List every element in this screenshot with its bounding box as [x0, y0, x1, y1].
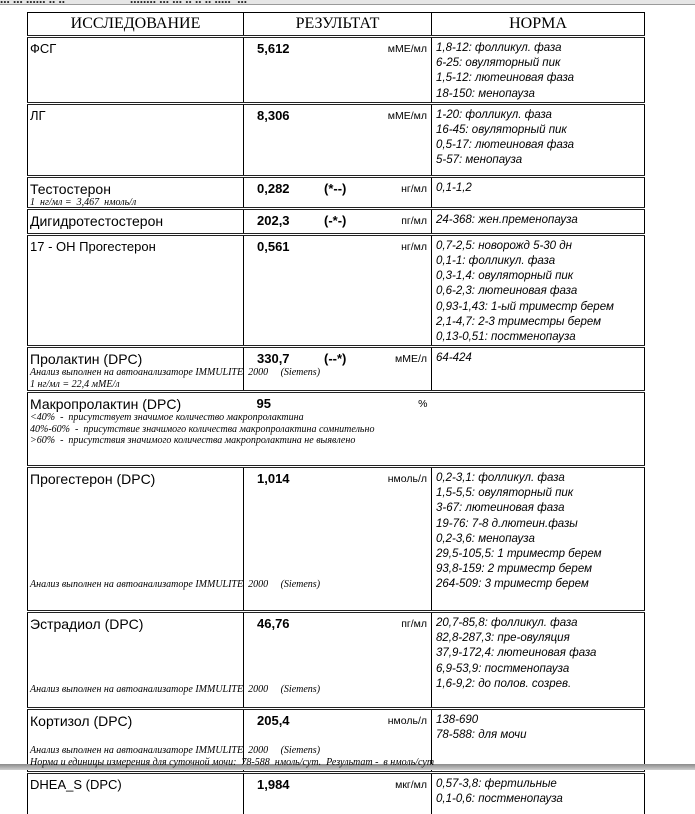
table-row: [28, 234, 645, 346]
result-value: 95: [257, 396, 271, 411]
result-value: 5,612: [257, 41, 290, 56]
result-flag: (*--): [324, 181, 346, 196]
norm-range: 16-45: овуляторный пик: [436, 123, 644, 138]
norm-range: 0,1-0,6: постменопауза: [436, 792, 644, 807]
analysis-note: >60% - присутствия значимого количества макропролактина не выявлено: [30, 435, 374, 447]
norm-range: 264-509: 3 триместр берем: [436, 577, 644, 592]
study-name: Тестостерон: [30, 181, 243, 197]
table-row: [28, 773, 645, 814]
norm-range: 0,1-1,2: [436, 181, 644, 196]
norm-cell: [432, 709, 645, 773]
result-flag: (--*): [324, 351, 346, 366]
norm-range: 138-690: [436, 713, 644, 728]
norm-range: 3-67: лютеиновая фаза: [436, 501, 644, 516]
norm-range: 6-25: овуляторный пик: [436, 56, 644, 71]
study-name-cell: [28, 208, 244, 234]
result-unit: мМЕ/л: [395, 353, 427, 365]
norm-range: 82,8-287,3: пре-овуляция: [436, 631, 644, 646]
result-cell: [244, 773, 432, 814]
table-row: [28, 612, 645, 709]
norm-range: 6,9-53,9: постменопауза: [436, 662, 644, 677]
norm-range: 2,1-4,7: 2-3 триместры берем: [436, 315, 644, 330]
analysis-note: 40%-60% - присутствие значимого количества макропролактина сомнительно: [30, 424, 374, 436]
analysis-note: Анализ выполнен на автоанализаторе IMMULITE 2000 (Siemens): [30, 367, 320, 379]
table-row: [28, 347, 645, 392]
header-norm: НОРМА: [432, 13, 645, 37]
norm-cell: [432, 347, 645, 392]
result-unit: нг/мл: [401, 183, 427, 195]
norm-range: 5-57: менопауза: [436, 153, 644, 168]
norm-range: 0,3-1,4: овуляторный пик: [436, 269, 644, 284]
table-row: [28, 103, 645, 176]
norm-cell: [432, 37, 645, 104]
norm-cell: [432, 208, 645, 234]
norm-range: 78-588: для мочи: [436, 728, 644, 743]
table-row: [28, 467, 645, 612]
result-unit: мкг/мл: [395, 779, 427, 791]
study-name-cell: [28, 103, 244, 176]
table-row: [28, 392, 645, 467]
norm-range: 0,2-3,6: менопауза: [436, 532, 644, 547]
norm-range: 93,8-159: 2 триместр берем: [436, 562, 644, 577]
norm-range: 0,93-1,43: 1-ый триместр берем: [436, 300, 644, 315]
result-unit: пг/мл: [401, 215, 427, 227]
result-value: 202,3: [257, 213, 290, 228]
header-study: ИССЛЕДОВАНИЕ: [28, 13, 244, 37]
table-row: [28, 709, 645, 773]
study-name: Эстрадиол (DPC): [30, 616, 243, 632]
norm-cell: [432, 103, 645, 176]
norm-cell: [432, 612, 645, 709]
header-result: РЕЗУЛЬТАТ: [244, 13, 432, 37]
norm-range: 1-20: фолликул. фаза: [436, 108, 644, 123]
lab-results-table: [27, 12, 645, 814]
study-name-cell: [28, 773, 244, 814]
result-cell: [244, 208, 432, 234]
result-value: 1,014: [257, 471, 290, 486]
table-row: [28, 37, 645, 104]
result-value: 8,306: [257, 108, 290, 123]
norm-range: 0,57-3,8: фертильные: [436, 777, 644, 792]
study-name-cell: [28, 392, 244, 467]
study-name-cell: [28, 234, 244, 346]
previous-page-edge: [0, 0, 695, 5]
result-flag: (-*-): [324, 213, 346, 228]
result-value: 1,984: [257, 777, 290, 792]
analysis-note: Анализ выполнен на автоанализаторе IMMULITE 2000 (Siemens): [30, 684, 320, 696]
analysis-note: Анализ выполнен на автоанализаторе IMMULITE 2000 (Siemens): [30, 745, 434, 757]
analysis-note: <40% - присутствует значимое количество макропролактина: [30, 412, 374, 424]
norm-range: 0,6-2,3: лютеиновая фаза: [436, 284, 644, 299]
table-row: [28, 176, 645, 208]
norm-range: 37,9-172,4: лютеиновая фаза: [436, 646, 644, 661]
norm-range: 29,5-105,5: 1 триместр берем: [436, 547, 644, 562]
norm-range: 1,5-5,5: овуляторный пик: [436, 486, 644, 501]
study-name: Макропролактин (DPC): [30, 396, 244, 412]
table-row: [28, 208, 645, 234]
result-cell: [244, 103, 432, 176]
norm-range: 0,5-17: лютеиновая фаза: [436, 138, 644, 153]
norm-range: 24-368: жен.пременопауза: [436, 213, 644, 228]
study-name: Прогестерон (DPC): [30, 471, 243, 487]
study-name: ЛГ: [30, 108, 243, 123]
result-cell: [244, 234, 432, 346]
norm-range: 0,2-3,1: фолликул. фаза: [436, 471, 644, 486]
study-name: Кортизол (DPC): [30, 713, 243, 729]
analysis-note: 1 нг/мл = 3,467 нмоль/л: [30, 197, 136, 209]
norm-range: 20,7-85,8: фолликул. фаза: [436, 616, 644, 631]
study-name-cell: [28, 176, 244, 208]
norm-range: 19-76: 7-8 д.лютеин.фазы: [436, 517, 644, 532]
study-name: 17 - OH Прогестерон: [30, 239, 243, 254]
result-unit: мМЕ/мл: [388, 110, 427, 122]
analysis-note: Анализ выполнен на автоанализаторе IMMULITE 2000 (Siemens): [30, 579, 320, 591]
study-name-cell: [28, 37, 244, 104]
result-unit: нмоль/л: [388, 473, 427, 485]
analysis-note: Норма и единицы измерения для суточной мочи: 78-588 нмоль/сут. Результат - в нмоль/сут: [30, 757, 434, 769]
norm-range: 1,8-12: фолликул. фаза: [436, 41, 644, 56]
study-name: Пролактин (DPC): [30, 351, 243, 367]
norm-cell: [432, 392, 645, 467]
result-value: 0,561: [257, 239, 290, 254]
norm-range: 18-150: менопауза: [436, 87, 644, 102]
result-cell: [244, 176, 432, 208]
table-body: [28, 37, 645, 814]
norm-range: 0,1-1: фолликул. фаза: [436, 254, 644, 269]
norm-range: 0,7-2,5: новорожд 5-30 дн: [436, 239, 644, 254]
result-unit: пг/мл: [401, 618, 427, 630]
result-unit: %: [418, 398, 427, 410]
result-unit: нмоль/л: [388, 715, 427, 727]
result-value: 330,7: [257, 351, 290, 366]
study-name-cell: [28, 612, 244, 709]
analysis-note: 1 нг/мл = 22,4 мМЕ/л: [30, 379, 320, 391]
study-name: DHEA_S (DPC): [30, 777, 243, 792]
result-unit: нг/мл: [401, 241, 427, 253]
norm-range: 64-424: [436, 351, 644, 366]
cut-off-header-text: [0, 0, 695, 3]
norm-range: 1,5-12: лютеиновая фаза: [436, 71, 644, 86]
norm-range: 0,13-0,51: постменопауза: [436, 330, 644, 345]
result-unit: мМЕ/мл: [388, 43, 427, 55]
study-name-cell: [28, 709, 244, 773]
result-value: 46,76: [257, 616, 290, 631]
result-value: 0,282: [257, 181, 290, 196]
study-name: Дигидротестостерон: [30, 213, 243, 229]
study-name-cell: [28, 467, 244, 612]
norm-cell: [432, 773, 645, 814]
result-value: 205,4: [257, 713, 290, 728]
norm-cell: [432, 467, 645, 612]
table-header-row: [28, 13, 645, 37]
norm-range: 1,6-9,2: до полов. созрев.: [436, 677, 644, 692]
study-name-cell: [28, 347, 244, 392]
result-cell: [244, 37, 432, 104]
norm-cell: [432, 176, 645, 208]
study-name: ФСГ: [30, 41, 243, 56]
norm-cell: [432, 234, 645, 346]
